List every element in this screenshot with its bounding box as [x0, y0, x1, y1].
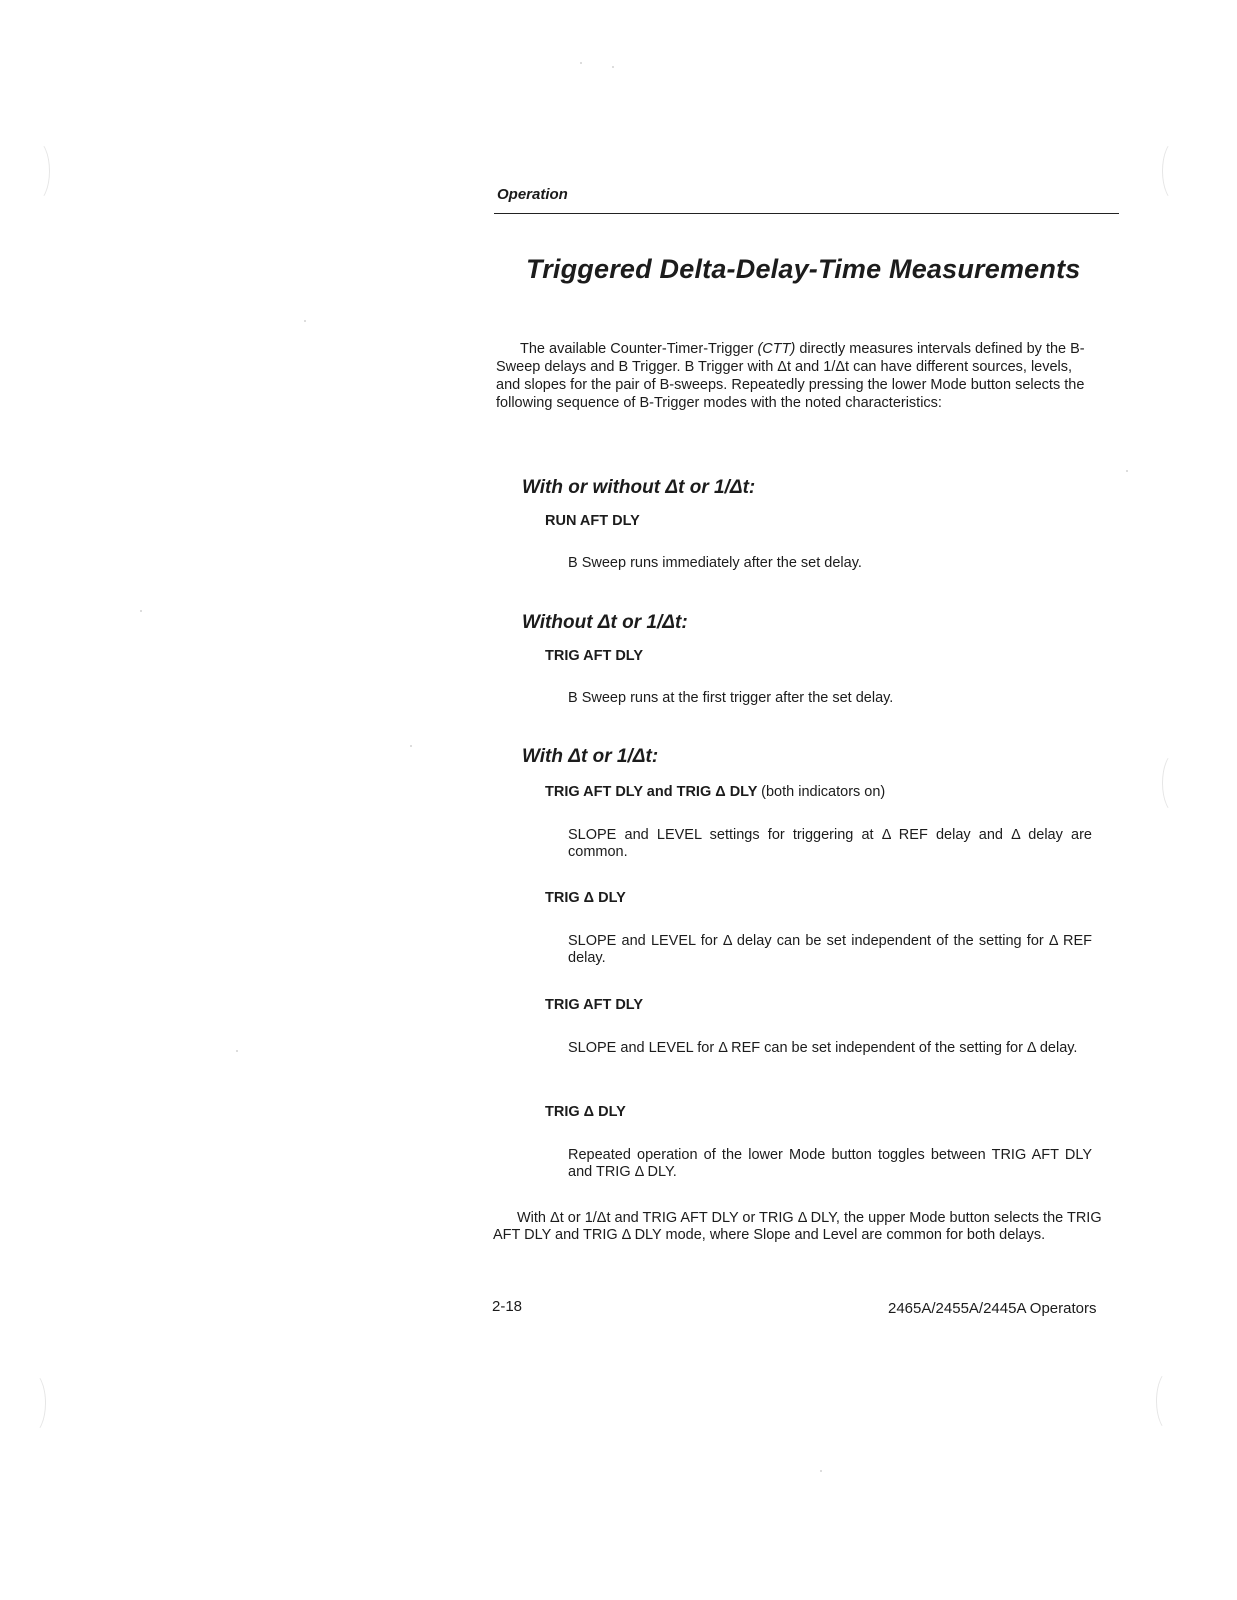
mode-name: TRIG AFT DLY: [545, 648, 644, 664]
mode-name: TRIG Δ DLY: [545, 890, 626, 906]
mode-name: RUN AFT DLY: [545, 513, 640, 529]
scan-speck: [820, 1470, 822, 1472]
intro-paragraph: [496, 340, 1100, 412]
mode-note: (both indicators on): [761, 784, 886, 800]
binder-hole-mark: [22, 140, 50, 202]
closing-paragraph: With Δt or 1/Δt and TRIG AFT DLY or TRIG Δ DLY, the upper Mode button selects the TRIG AFT DLY and TRIG Δ DLY mode, where Slope and Level are common for both delays.: [493, 1210, 1102, 1243]
scan-speck: [612, 66, 614, 68]
mode-description: B Sweep runs immediately after the set delay.: [568, 555, 862, 571]
scan-speck: [410, 745, 412, 747]
running-head: Operation: [497, 186, 568, 203]
section-heading: Without Δt or 1/Δt:: [522, 612, 688, 633]
ctt-abbreviation: (CTT): [757, 341, 796, 357]
mode-description: SLOPE and LEVEL for Δ REF can be set independent of the setting for Δ delay.: [568, 1040, 1078, 1056]
mode-description: B Sweep runs at the first trigger after the set delay.: [568, 690, 894, 706]
mode-description: SLOPE and LEVEL for Δ delay can be set independent of the setting for Δ REF delay.: [568, 933, 1092, 966]
mode-name: TRIG AFT DLY: [545, 997, 644, 1013]
header-rule: [494, 213, 1119, 214]
section-heading: With or without Δt or 1/Δt:: [522, 477, 756, 498]
mode-description: Repeated operation of the lower Mode button toggles between TRIG AFT DLY and TRIG Δ DLY.: [568, 1147, 1092, 1180]
mode-name-text: TRIG AFT DLY and TRIG Δ DLY: [545, 784, 758, 800]
binder-hole-mark: [18, 1372, 46, 1434]
page-title: Triggered Delta-Delay-Time Measurements: [526, 254, 1081, 284]
mode-name: [545, 784, 885, 800]
scan-speck: [580, 62, 582, 64]
manual-title: 2465A/2455A/2445A Operators: [888, 1300, 1097, 1317]
binder-hole-mark: [1162, 140, 1190, 202]
intro-text-start: The available Counter-Timer-Trigger: [520, 341, 758, 357]
mode-description: SLOPE and LEVEL settings for triggering at Δ REF delay and Δ delay are common.: [568, 827, 1092, 860]
binder-hole-mark: [1162, 752, 1190, 814]
mode-name: TRIG Δ DLY: [545, 1104, 626, 1120]
section-heading: With Δt or 1/Δt:: [522, 746, 659, 767]
scan-speck: [236, 1050, 238, 1052]
intro-text-rest: directly measures intervals defined by the B-Sweep delays and B Trigger. B Trigger with Δt and 1/Δt can have different sources, levels, and slopes for the pair of B-sweeps. Repeatedly pressing the lower Mode button selects the following sequence of B-Trigger modes with the noted characteristics:: [496, 341, 1085, 411]
page-number: 2-18: [492, 1298, 523, 1315]
scan-speck: [304, 320, 306, 322]
scan-speck: [140, 610, 142, 612]
scan-speck: [1126, 470, 1128, 472]
binder-hole-mark: [1156, 1370, 1184, 1432]
